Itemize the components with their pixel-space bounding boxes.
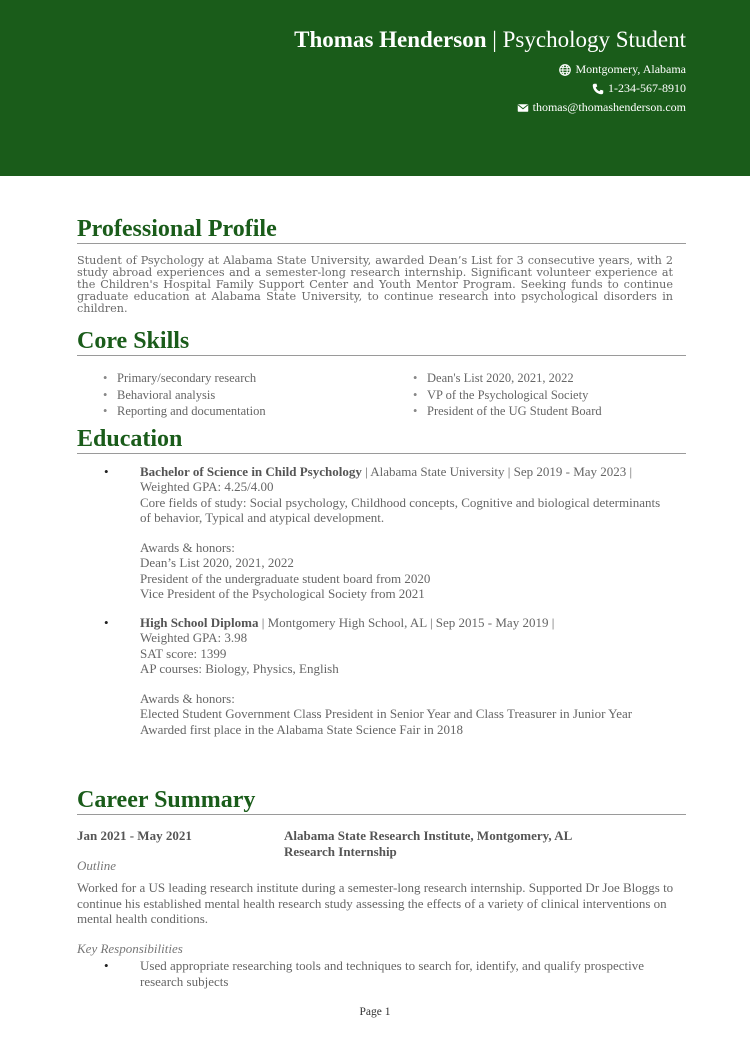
fields-of-study: Core fields of study: Social psychology, Childhood concepts, Cognitive and biological determinants of behavior, Typical and atypical development. [140, 494, 661, 525]
list-item: • Primary/secondary research [103, 370, 266, 387]
contact-email [517, 100, 686, 115]
section-heading-career: Career Summary [77, 786, 686, 815]
list-item: • Reporting and documentation [103, 403, 266, 420]
organization-name: Alabama State Research Institute, Montgomery, AL [284, 828, 573, 843]
degree-title: Bachelor of Science in Child Psychology [140, 464, 362, 479]
candidate-name: Thomas Henderson [294, 27, 487, 52]
skills-list-right [413, 370, 602, 420]
bullet: • [104, 615, 109, 630]
responsibilities-label: Key Responsibilities [77, 941, 183, 956]
education-entry [104, 615, 670, 737]
phone-icon [592, 83, 604, 95]
email-link[interactable]: thomas@thomashenderson.com [532, 100, 686, 114]
candidate-role: Psychology Student [502, 27, 686, 52]
outline-text: Worked for a US leading research institute during a semester-long research internship. Supported Dr Joe Bloggs to continue his established mental health research study assessing the effects of a variety of clinical interventions on mental health conditions. [77, 880, 674, 927]
education-entry [104, 464, 670, 602]
award-item: Elected Student Government Class President in Senior Year and Class Treasurer in Junior Year [140, 706, 633, 722]
section-heading-skills: Core Skills [77, 327, 686, 356]
phone-link[interactable]: 1-234-567-8910 [608, 81, 686, 95]
degree-details: | Alabama State University | Sep 2019 - May 2023 | [361, 464, 633, 479]
award-item: Awarded first place in the Alabama State Science Fair in 2018 [140, 721, 463, 737]
career-organization [284, 828, 572, 859]
list-item: • President of the UG Student Board [413, 403, 602, 420]
contact-location [559, 62, 686, 77]
bullet: • [104, 958, 109, 973]
job-title: Research Internship [284, 843, 397, 859]
award-item: Vice President of the Psychological Society from 2021 [140, 586, 425, 602]
degree-title: High School Diploma [140, 615, 259, 630]
awards-label: Awards & honors: [140, 540, 235, 556]
outline-label: Outline [77, 858, 116, 873]
page-number: Page 1 [359, 1006, 391, 1018]
gpa: Weighted GPA: 4.25/4.00 [140, 479, 274, 495]
career-date: Jan 2021 - May 2021 [77, 828, 192, 843]
degree-details: | Montgomery High School, AL | Sep 2015 - May 2019 | [258, 615, 555, 630]
page-title [294, 27, 686, 53]
list-item: • Dean's List 2020, 2021, 2022 [413, 370, 602, 387]
envelope-icon [517, 102, 529, 114]
responsibility-text: Used appropriate researching tools and techniques to search for, identify, and qualify prospective research subjects [140, 958, 645, 989]
header-banner [0, 0, 750, 176]
skills-list-left [103, 370, 266, 420]
ap-courses: AP courses: Biology, Physics, English [140, 660, 339, 676]
awards-label: Awards & honors: [140, 691, 235, 707]
title-separator: | [486, 27, 503, 52]
section-heading-profile: Professional Profile [77, 215, 686, 244]
gpa: Weighted GPA: 3.98 [140, 630, 248, 646]
bullet: • [104, 464, 109, 479]
contact-phone [592, 81, 686, 96]
award-item: Dean’s List 2020, 2021, 2022 [140, 555, 294, 571]
award-item: President of the undergraduate student board from 2020 [140, 570, 431, 586]
location-text: Montgomery, Alabama [575, 62, 686, 76]
globe-icon [559, 64, 571, 76]
section-heading-education: Education [77, 425, 686, 454]
profile-text: Student of Psychology at Alabama State University, awarded Dean’s List for 3 consecutive years, with 2 study abroad experiences and a semester-long research internship. Significant volunteer experience at the Children's Hospital Family Support Center and Youth Mentor Program. Seeking funds to continue graduate education at Alabama State University, to continue research into psychological disorders in children. [77, 254, 673, 315]
sat-score: SAT score: 1399 [140, 645, 227, 661]
list-item: • Behavioral analysis [103, 387, 266, 404]
list-item: • VP of the Psychological Society [413, 387, 602, 404]
responsibility-item [104, 958, 670, 989]
